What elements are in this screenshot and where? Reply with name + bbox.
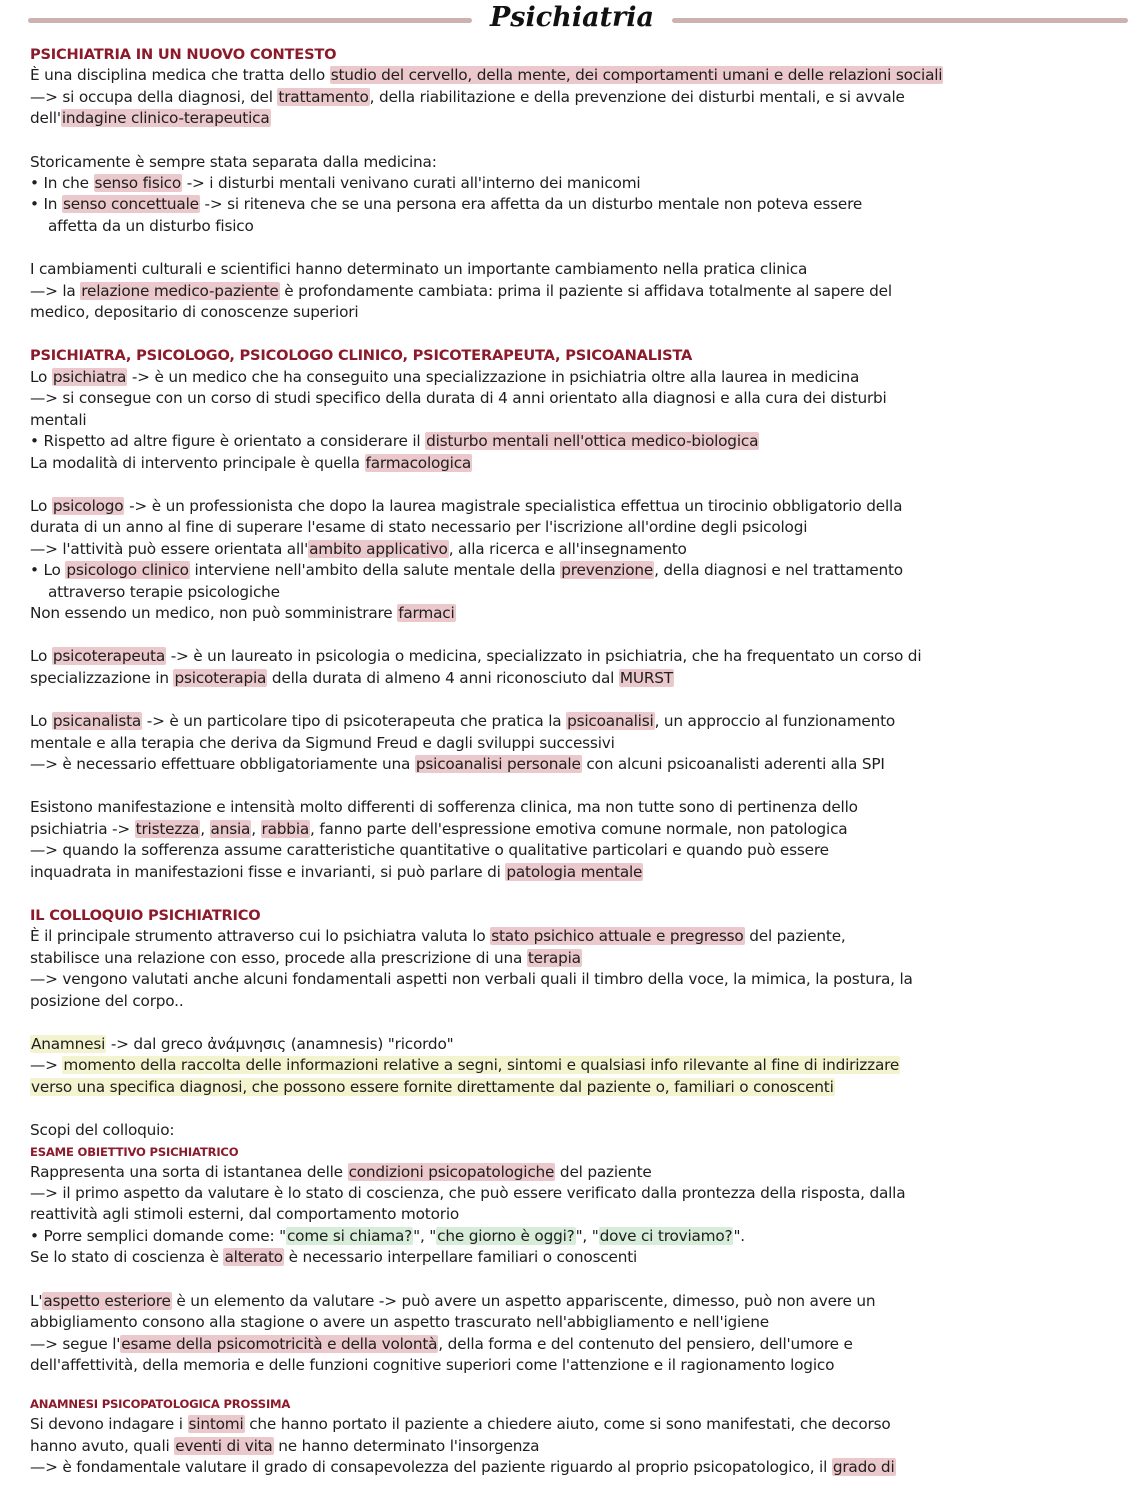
text-span: —> si consegue con un corso di studi specifico della durata di 4 anni orientato alla diagnosi e alla cura dei disturbi — [30, 389, 887, 408]
section-heading — [30, 905, 1120, 926]
text-span: -> è un particolare tipo di psicoterapeuta che pratica la — [142, 712, 567, 731]
text-line — [30, 733, 1120, 754]
text-span: Lo — [30, 647, 52, 666]
highlighted-text: trattamento — [278, 87, 369, 106]
text-line — [30, 281, 1120, 302]
text-span: del paziente, — [744, 927, 846, 946]
highlighted-text: esame della psicomotricità e della volontà — [121, 1334, 438, 1353]
text-span: -> i disturbi mentali venivano curati all'interno dei manicomi — [182, 174, 641, 193]
text-span: PSICHIATRIA IN UN NUOVO CONTESTO — [30, 46, 337, 63]
highlighted-text: alterato — [224, 1248, 283, 1267]
text-span: Non essendo un medico, non può somministrare — [30, 603, 398, 622]
text-span: specializzazione in — [30, 668, 174, 687]
text-line — [30, 539, 1120, 560]
text-line — [30, 194, 1120, 215]
line-gap — [30, 237, 1120, 259]
text-span: La modalità di intervento principale è quella — [30, 453, 365, 472]
highlighted-text: psichiatra — [52, 367, 127, 386]
text-span: ANAMNESI PSICOPATOLOGICA PROSSIMA — [30, 1397, 291, 1412]
subsection-heading — [30, 1142, 1120, 1162]
text-span: dell' — [30, 109, 61, 128]
text-line — [30, 948, 1120, 969]
text-span: , — [200, 819, 210, 838]
text-span: del paziente — [555, 1162, 652, 1181]
highlighted-text: condizioni psicopatologiche — [348, 1162, 555, 1181]
text-line — [30, 87, 1120, 108]
text-span: Rappresenta una sorta di istantanea delle — [30, 1162, 348, 1181]
highlighted-text: rabbia — [261, 819, 310, 838]
title-bar — [0, 2, 1148, 38]
text-span: • In che — [30, 174, 94, 193]
highlighted-text: studio del cervello, della mente, dei comportamenti umani e delle relazioni sociali — [330, 66, 943, 85]
line-gap — [30, 1012, 1120, 1034]
title-rule-right — [672, 18, 1128, 23]
text-span: , alla ricerca e all'insegnamento — [448, 539, 687, 558]
text-line — [30, 1204, 1120, 1225]
text-span: mentali — [30, 410, 87, 429]
text-line — [30, 108, 1120, 129]
text-line — [30, 1247, 1120, 1268]
text-span: hanno avuto, quali — [30, 1436, 175, 1455]
subsection-heading — [30, 1394, 1120, 1414]
text-span: IL COLLOQUIO PSICHIATRICO — [30, 907, 261, 924]
line-gap — [30, 624, 1120, 646]
text-line — [30, 410, 1120, 431]
text-span: interviene nell'ambito della salute mentale della — [189, 561, 561, 580]
highlighted-text: relazione medico-paziente — [81, 281, 279, 300]
text-span: Si devono indagare i — [30, 1415, 188, 1434]
highlighted-text: ambito applicativo — [309, 539, 448, 558]
text-span: attraverso terapie psicologiche — [48, 582, 280, 601]
text-span: Lo — [30, 367, 52, 386]
text-span: con alcuni psicoanalisti aderenti alla SPI — [581, 754, 885, 773]
text-line — [30, 582, 1120, 603]
text-span: —> il primo aspetto da valutare è lo stato di coscienza, che può essere verificato dalla prontezza della risposta, dalla — [30, 1184, 906, 1203]
text-line — [30, 646, 1120, 667]
text-span: medico, depositario di conoscenze superiori — [30, 303, 359, 322]
highlighted-text: senso concettuale — [62, 195, 199, 214]
text-span: è un elemento da valutare -> può avere un aspetto appariscente, dimesso, può non avere un — [171, 1291, 876, 1310]
highlighted-text: psicoterapia — [174, 668, 267, 687]
text-span: Lo — [30, 496, 52, 515]
text-span: mentale e alla terapia che deriva da Sigmund Freud e dagli sviluppi successivi — [30, 733, 615, 752]
highlighted-text: verso una specifica diagnosi, che possono essere fornite direttamente dal paziente o, familiari o conoscenti — [31, 1077, 834, 1096]
text-line — [30, 388, 1120, 409]
line-gap — [30, 323, 1120, 345]
text-line — [30, 1355, 1120, 1376]
text-span: -> è un laureato in psicologia o medicina, specializzato in psichiatria, che ha frequentato un corso di — [166, 647, 922, 666]
text-span: abbigliamento consono alla stagione o avere un aspetto trascurato nell'abbigliamento e nell'igiene — [30, 1313, 770, 1332]
text-line — [30, 152, 1120, 173]
text-span: ESAME OBIETTIVO PSICHIATRICO — [30, 1144, 239, 1159]
highlighted-text: grado di — [832, 1458, 895, 1477]
text-span: • Rispetto ad altre figure è orientato a considerare il — [30, 432, 426, 451]
text-span: È una disciplina medica che tratta dello — [30, 66, 330, 85]
text-span: posizione del corpo.. — [30, 991, 184, 1010]
text-line — [30, 1162, 1120, 1183]
text-line — [30, 1291, 1120, 1312]
text-span: ". — [733, 1226, 745, 1245]
text-line — [30, 1120, 1120, 1141]
text-line — [30, 1334, 1120, 1355]
text-line — [30, 1183, 1120, 1204]
line-gap — [30, 1098, 1120, 1120]
text-line — [30, 1077, 1120, 1098]
page-title: Psichiatria — [489, 2, 655, 33]
text-span: -> si riteneva che se una persona era affetta da un disturbo mentale non poteva essere — [199, 195, 863, 214]
line-gap — [30, 775, 1120, 797]
highlighted-text: momento della raccolta delle informazioni relative a segni, sintomi e qualsiasi info rilevante al fine di indirizzare — [63, 1056, 900, 1075]
text-line — [30, 840, 1120, 861]
text-line — [30, 711, 1120, 732]
text-span: reattività agli stimoli esterni, dal comportamento motorio — [30, 1205, 460, 1224]
text-span: ", " — [575, 1226, 599, 1245]
text-span: , della forma e del contenuto del pensiero, dell'umore e — [438, 1334, 853, 1353]
text-span: che hanno portato il paziente a chiedere aiuto, come si sono manifestati, che decorso — [244, 1415, 891, 1434]
text-span: Scopi del colloquio: — [30, 1121, 175, 1140]
text-span: —> è necessario effettuare obbligatoriamente una — [30, 754, 415, 773]
text-span: —> l'attività può essere orientata all' — [30, 539, 309, 558]
text-span: —> la — [30, 281, 81, 300]
text-line — [30, 1436, 1120, 1457]
text-span: Esistono manifestazione e intensità molto differenti di sofferenza clinica, ma non tutte sono di pertinenza dello — [30, 798, 858, 817]
highlighted-text: psicanalista — [52, 712, 142, 731]
text-line — [30, 819, 1120, 840]
text-line — [30, 431, 1120, 452]
text-span: L' — [30, 1291, 43, 1310]
line-gap — [30, 1269, 1120, 1291]
text-span: —> segue l' — [30, 1334, 121, 1353]
section-heading — [30, 44, 1120, 65]
text-line — [30, 65, 1120, 86]
highlighted-text: eventi di vita — [175, 1436, 273, 1455]
text-span: è profondamente cambiata: prima il paziente si affidava totalmente al sapere del — [279, 281, 892, 300]
text-span: durata di un anno al fine di superare l'esame di stato necessario per l'iscrizione all'ordine degli psicologi — [30, 518, 808, 537]
text-span: , — [251, 819, 261, 838]
text-span: -> dal greco ἀνάμνησις (anamnesis) "ricordo" — [106, 1035, 454, 1054]
highlighted-text: stato psichico attuale e pregresso — [491, 927, 744, 946]
text-line — [30, 991, 1120, 1012]
text-span: , della diagnosi e nel trattamento — [654, 561, 903, 580]
text-line — [30, 453, 1120, 474]
highlighted-text: terapia — [527, 948, 581, 967]
text-line — [30, 926, 1120, 947]
text-span: PSICHIATRA, PSICOLOGO, PSICOLOGO CLINICO, PSICOTERAPEUTA, PSICOANALISTA — [30, 347, 693, 365]
text-span: , della riabilitazione e della prevenzione dei disturbi mentali, e si avvale — [369, 87, 905, 106]
text-line — [30, 1457, 1120, 1478]
highlighted-text: psicoanalisi personale — [415, 754, 581, 773]
text-line — [30, 216, 1120, 237]
text-line — [30, 173, 1120, 194]
text-line — [30, 862, 1120, 883]
text-line — [30, 603, 1120, 624]
text-span: -> è un professionista che dopo la laurea magistrale specialistica effettua un tirocinio obbligatorio della — [124, 496, 903, 515]
title-rule-left — [28, 18, 472, 23]
text-line — [30, 754, 1120, 775]
text-span: Storicamente è sempre stata separata dalla medicina: — [30, 152, 437, 171]
highlighted-text: farmacologica — [365, 453, 472, 472]
notes-body — [30, 44, 1120, 1479]
section-heading — [30, 345, 1120, 366]
text-span: I cambiamenti culturali e scientifici hanno determinato un importante cambiamento nella pratica clinica — [30, 260, 808, 279]
text-line — [30, 1034, 1120, 1055]
highlighted-text: tristezza — [135, 819, 200, 838]
text-span: , un approccio al funzionamento — [654, 712, 896, 731]
text-span: Se lo stato di coscienza è — [30, 1248, 224, 1267]
highlighted-text: psicologo clinico — [66, 561, 189, 580]
highlighted-text: psicologo — [52, 496, 124, 515]
line-gap — [30, 1376, 1120, 1394]
highlighted-text: psicoterapeuta — [52, 647, 166, 666]
highlighted-text: psicoanalisi — [567, 712, 654, 731]
line-gap — [30, 689, 1120, 711]
text-line — [30, 259, 1120, 280]
text-span: ", " — [413, 1226, 437, 1245]
text-span: • In — [30, 195, 62, 214]
highlighted-text: patologia mentale — [506, 862, 643, 881]
text-line — [30, 1414, 1120, 1435]
text-span: Lo — [30, 712, 52, 731]
highlighted-text: aspetto esteriore — [43, 1291, 171, 1310]
highlighted-text: disturbo mentali nell'ottica medico-biologica — [426, 432, 759, 451]
text-line — [30, 1312, 1120, 1333]
text-span: dell'affettività, della memoria e delle funzioni cognitive superiori come l'attenzione e il ragionamento logico — [30, 1355, 835, 1374]
highlighted-text: che giorno è oggi? — [437, 1226, 575, 1245]
highlighted-text: sintomi — [188, 1415, 244, 1434]
highlighted-text: senso fisico — [94, 174, 182, 193]
highlighted-text: prevenzione — [561, 561, 654, 580]
text-line — [30, 969, 1120, 990]
highlighted-text: MURST — [619, 668, 673, 687]
highlighted-text: farmaci — [398, 603, 455, 622]
line-gap — [30, 474, 1120, 496]
text-line — [30, 797, 1120, 818]
highlighted-text: dove ci troviamo? — [599, 1226, 733, 1245]
text-span: —> si occupa della diagnosi, del — [30, 87, 278, 106]
highlighted-text: ansia — [210, 819, 251, 838]
text-span: psichiatria -> — [30, 819, 135, 838]
line-gap — [30, 883, 1120, 905]
text-line — [30, 496, 1120, 517]
text-line — [30, 668, 1120, 689]
text-span: ne hanno determinato l'insorgenza — [273, 1436, 540, 1455]
text-line — [30, 1055, 1120, 1076]
text-line — [30, 1226, 1120, 1247]
text-span: stabilisce una relazione con esso, procede alla prescrizione di una — [30, 948, 527, 967]
text-span: —> — [30, 1056, 63, 1075]
text-span: • Lo — [30, 561, 66, 580]
text-span: —> quando la sofferenza assume caratteristiche quantitative o qualitative particolari e quando può essere — [30, 841, 829, 860]
text-span: della durata di almeno 4 anni riconosciuto dal — [267, 668, 619, 687]
text-line — [30, 302, 1120, 323]
highlighted-text: Anamnesi — [31, 1035, 106, 1054]
highlighted-text: come si chiama? — [286, 1226, 413, 1245]
line-gap — [30, 130, 1120, 152]
text-span: è necessario interpellare familiari o conoscenti — [283, 1248, 638, 1267]
text-span: -> è un medico che ha conseguito una specializzazione in psichiatria oltre alla laurea in medicina — [127, 367, 860, 386]
text-line — [30, 517, 1120, 538]
text-span: affetta da un disturbo fisico — [48, 216, 254, 235]
text-span: • Porre semplici domande come: " — [30, 1226, 286, 1245]
highlighted-text: indagine clinico-terapeutica — [61, 109, 270, 128]
text-span: —> è fondamentale valutare il grado di consapevolezza del paziente riguardo al proprio psicopatologico, il — [30, 1458, 832, 1477]
text-line — [30, 560, 1120, 581]
text-span: È il principale strumento attraverso cui lo psichiatra valuta lo — [30, 927, 491, 946]
text-span: , fanno parte dell'espressione emotiva comune normale, non patologica — [310, 819, 848, 838]
text-span: inquadrata in manifestazioni fisse e invarianti, si può parlare di — [30, 862, 506, 881]
text-line — [30, 367, 1120, 388]
text-span: —> vengono valutati anche alcuni fondamentali aspetti non verbali quali il timbro della voce, la mimica, la postura, la — [30, 970, 913, 989]
